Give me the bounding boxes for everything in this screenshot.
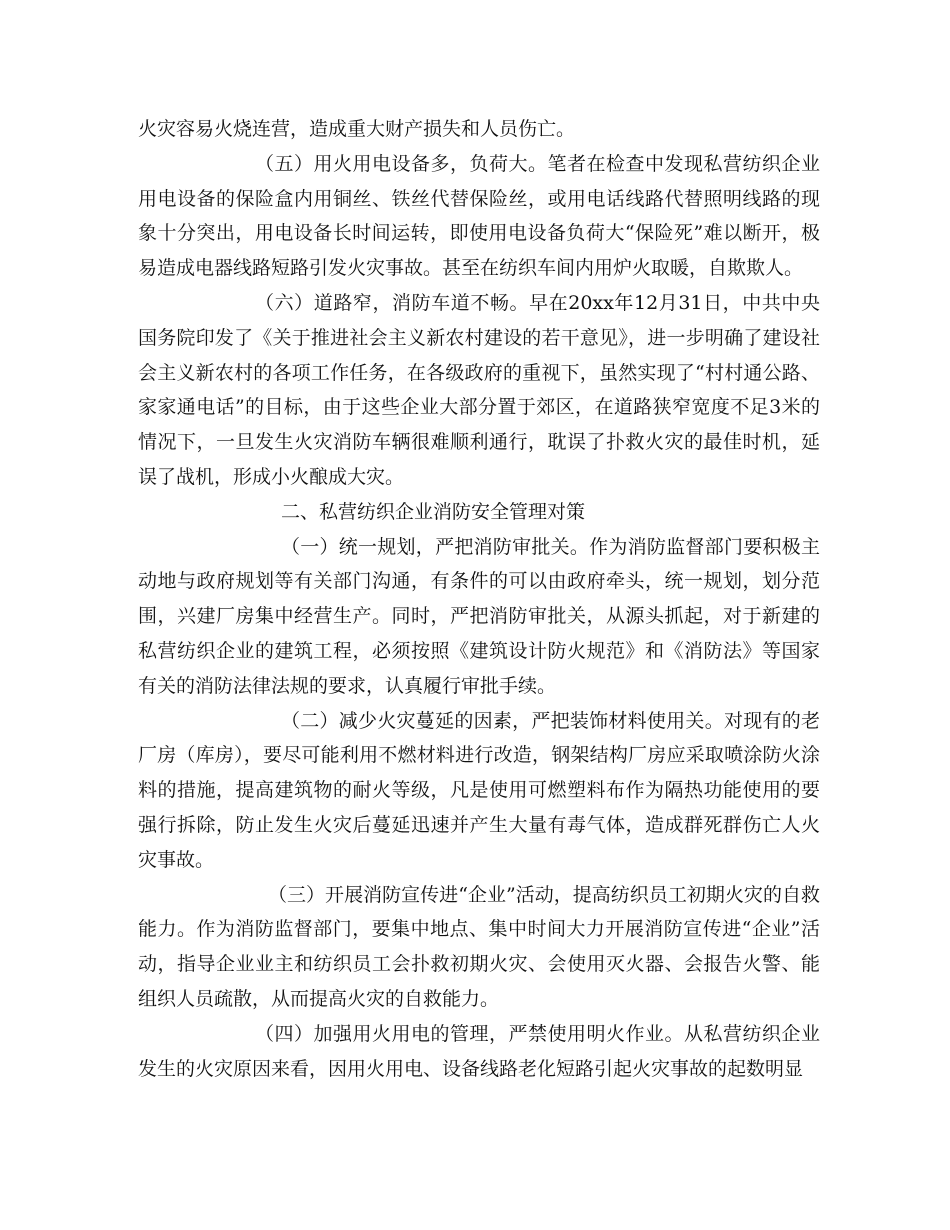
paragraph-measure-4: （四）加强用火用电的管理，严禁使用明火作业。从私营纺织企业发生的火灾原因来看，因用火用电、设备线路老化短路引起火灾事故的起数明显	[138, 1022, 820, 1080]
paragraph-measure-3: （三）开展消防宣传进“企业”活动，提高纺织员工初期火灾的自救能力。作为消防监督部门，要集中地点、集中时间大力开展消防宣传进“企业”活动，指导企业业主和纺织员工会扑救初期火灾、会使用灭火器、会报告火警、能组织人员疏散，从而提高火灾的自救能力。	[138, 883, 820, 1010]
section-heading: 二、私营纺织企业消防安全管理对策	[281, 500, 586, 523]
paragraph-measure-2: （二）减少火灾蔓延的因素，严把装饰材料使用关。对现有的老厂房（库房），要尽可能利用不燃材料进行改造，钢架结构厂房应采取喷涂防火涂料的措施，提高建筑物的耐火等级，凡是使用可燃塑料布作为隔热功能使用的要强行拆除，防止发生火灾后蔓延迅速并产生大量有毒气体，造成群死群伤亡人火灾事故。	[138, 709, 820, 871]
paragraph-measure-1: （一）统一规划，严把消防审批关。作为消防监督部门要积极主动地与政府规划等有关部门沟通，有条件的可以由政府牵头，统一规划，划分范围，兴建厂房集中经营生产。同时，严把消防审批关，从源头抓起，对于新建的私营纺织企业的建筑工程，必须按照《建筑设计防火规范》和《消防法》等国家有关的消防法律法规的要求，认真履行审批手续。	[138, 535, 820, 697]
paragraph-item-5: （五）用火用电设备多，负荷大。笔者在检查中发现私营纺织企业用电设备的保险盒内用铜丝、铁丝代替保险丝，或用电话线路代替照明线路的现象十分突出，用电设备长时间运转，即使用电设备负荷大“保险死”难以断开，极易造成电器线路短路引发火灾事故。甚至在纺织车间内用炉火取暖，自欺欺人。	[138, 152, 820, 280]
paragraph-item-6: （六）道路窄，消防车道不畅。早在20xx年12月31日，中共中央国务院印发了《关于推进社会主义新农村建设的若干意见》，进一步明确了建设社会主义新农村的各项工作任务，在各级政府的重视下，虽然实现了“村村通公路、家家通电话”的目标，由于这些企业大部分置于郊区，在道路狭窄宽度不足3米的情况下，一旦发生火灾消防车辆很难顺利通行，耽误了扑救火灾的最佳时机，延误了战机，形成小火酿成大灾。	[138, 291, 820, 488]
document-body	[138, 112, 820, 1086]
paragraph-continuation: 火灾容易火烧连营，造成重大财产损失和人员伤亡。	[138, 118, 576, 140]
